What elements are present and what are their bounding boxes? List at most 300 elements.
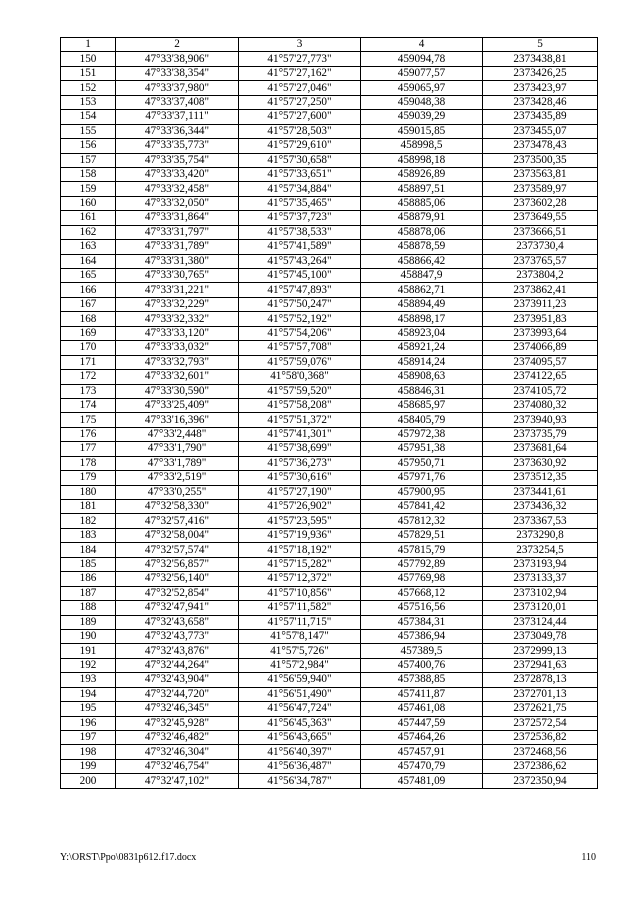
longitude-cell: 41°57'33,651" xyxy=(239,167,361,181)
y-coordinate-cell: 2372701,13 xyxy=(483,687,598,701)
latitude-cell: 47°33'33,420" xyxy=(116,167,239,181)
y-coordinate-cell: 2374122,65 xyxy=(483,370,598,384)
longitude-cell: 41°57'36,273" xyxy=(239,456,361,470)
x-coordinate-cell: 457481,09 xyxy=(361,774,483,788)
x-coordinate-cell: 459015,85 xyxy=(361,124,483,138)
table-row xyxy=(61,615,598,629)
table-row xyxy=(61,543,598,557)
table-row xyxy=(61,716,598,730)
point-number-cell: 171 xyxy=(61,355,116,369)
longitude-cell: 41°57'52,192" xyxy=(239,312,361,326)
y-coordinate-cell: 2372941,63 xyxy=(483,658,598,672)
y-coordinate-cell: 2373765,57 xyxy=(483,254,598,268)
latitude-cell: 47°33'31,221" xyxy=(116,283,239,297)
y-coordinate-cell: 2374105,72 xyxy=(483,384,598,398)
y-coordinate-cell: 2374095,57 xyxy=(483,355,598,369)
x-coordinate-cell: 459077,57 xyxy=(361,66,483,80)
longitude-cell: 41°57'38,699" xyxy=(239,442,361,456)
table-row xyxy=(61,557,598,571)
latitude-cell: 47°32'56,140" xyxy=(116,572,239,586)
latitude-cell: 47°33'36,344" xyxy=(116,124,239,138)
x-coordinate-cell: 458878,06 xyxy=(361,225,483,239)
y-coordinate-cell: 2372468,56 xyxy=(483,745,598,759)
table-row xyxy=(61,240,598,254)
longitude-cell: 41°57'34,884" xyxy=(239,182,361,196)
table-row xyxy=(61,586,598,600)
latitude-cell: 47°32'47,941" xyxy=(116,601,239,615)
table-row xyxy=(61,745,598,759)
y-coordinate-cell: 2373049,78 xyxy=(483,629,598,643)
x-coordinate-cell: 459065,97 xyxy=(361,81,483,95)
y-coordinate-cell: 2373438,81 xyxy=(483,52,598,66)
latitude-cell: 47°32'58,330" xyxy=(116,500,239,514)
table-row xyxy=(61,196,598,210)
longitude-cell: 41°57'28,503" xyxy=(239,124,361,138)
point-number-cell: 181 xyxy=(61,500,116,514)
table-row xyxy=(61,442,598,456)
latitude-cell: 47°33'25,409" xyxy=(116,398,239,412)
x-coordinate-cell: 459048,38 xyxy=(361,95,483,109)
y-coordinate-cell: 2373862,41 xyxy=(483,283,598,297)
point-number-cell: 161 xyxy=(61,211,116,225)
longitude-cell: 41°57'27,190" xyxy=(239,485,361,499)
table-row xyxy=(61,124,598,138)
longitude-cell: 41°56'47,724" xyxy=(239,702,361,716)
x-coordinate-cell: 458847,9 xyxy=(361,269,483,283)
point-number-cell: 191 xyxy=(61,644,116,658)
x-coordinate-cell: 457841,42 xyxy=(361,500,483,514)
x-coordinate-cell: 457461,08 xyxy=(361,702,483,716)
table-row xyxy=(61,528,598,542)
longitude-cell: 41°57'29,610" xyxy=(239,139,361,153)
y-coordinate-cell: 2374080,32 xyxy=(483,398,598,412)
latitude-cell: 47°32'56,857" xyxy=(116,557,239,571)
y-coordinate-cell: 2373367,53 xyxy=(483,514,598,528)
y-coordinate-cell: 2373602,28 xyxy=(483,196,598,210)
longitude-cell: 41°57'59,520" xyxy=(239,384,361,398)
longitude-cell: 41°57'37,723" xyxy=(239,211,361,225)
point-number-cell: 151 xyxy=(61,66,116,80)
x-coordinate-cell: 457971,76 xyxy=(361,471,483,485)
x-coordinate-cell: 458921,24 xyxy=(361,341,483,355)
table-row xyxy=(61,110,598,124)
latitude-cell: 47°33'38,354" xyxy=(116,66,239,80)
y-coordinate-cell: 2373940,93 xyxy=(483,413,598,427)
x-coordinate-cell: 457951,38 xyxy=(361,442,483,456)
x-coordinate-cell: 457516,56 xyxy=(361,601,483,615)
longitude-cell: 41°57'26,902" xyxy=(239,500,361,514)
longitude-cell: 41°57'27,162" xyxy=(239,66,361,80)
latitude-cell: 47°33'32,229" xyxy=(116,297,239,311)
latitude-cell: 47°32'46,304" xyxy=(116,745,239,759)
latitude-cell: 47°32'46,482" xyxy=(116,731,239,745)
y-coordinate-cell: 2373426,25 xyxy=(483,66,598,80)
longitude-cell: 41°57'8,147" xyxy=(239,629,361,643)
y-coordinate-cell: 2373681,64 xyxy=(483,442,598,456)
x-coordinate-cell: 457972,38 xyxy=(361,427,483,441)
longitude-cell: 41°57'43,264" xyxy=(239,254,361,268)
longitude-cell: 41°57'59,076" xyxy=(239,355,361,369)
latitude-cell: 47°33'0,255" xyxy=(116,485,239,499)
table-row xyxy=(61,673,598,687)
table-row xyxy=(61,601,598,615)
table-row xyxy=(61,384,598,398)
latitude-cell: 47°33'31,864" xyxy=(116,211,239,225)
latitude-cell: 47°33'30,590" xyxy=(116,384,239,398)
point-number-cell: 176 xyxy=(61,427,116,441)
y-coordinate-cell: 2373649,55 xyxy=(483,211,598,225)
x-coordinate-cell: 457829,51 xyxy=(361,528,483,542)
y-coordinate-cell: 2374066,89 xyxy=(483,341,598,355)
latitude-cell: 47°33'32,050" xyxy=(116,196,239,210)
longitude-cell: 41°56'40,397" xyxy=(239,745,361,759)
point-number-cell: 190 xyxy=(61,629,116,643)
latitude-cell: 47°33'37,408" xyxy=(116,95,239,109)
y-coordinate-cell: 2373102,94 xyxy=(483,586,598,600)
y-coordinate-cell: 2373911,23 xyxy=(483,297,598,311)
x-coordinate-cell: 458885,06 xyxy=(361,196,483,210)
longitude-cell: 41°57'10,856" xyxy=(239,586,361,600)
column-header-longitude: 3 xyxy=(239,38,361,52)
x-coordinate-cell: 457386,94 xyxy=(361,629,483,643)
table-row xyxy=(61,283,598,297)
point-number-cell: 169 xyxy=(61,326,116,340)
latitude-cell: 47°33'1,790" xyxy=(116,442,239,456)
table-row xyxy=(61,413,598,427)
x-coordinate-cell: 458866,42 xyxy=(361,254,483,268)
longitude-cell: 41°57'58,208" xyxy=(239,398,361,412)
latitude-cell: 47°32'47,102" xyxy=(116,774,239,788)
x-coordinate-cell: 458926,89 xyxy=(361,167,483,181)
point-number-cell: 170 xyxy=(61,341,116,355)
longitude-cell: 41°56'43,665" xyxy=(239,731,361,745)
point-number-cell: 186 xyxy=(61,572,116,586)
table-row xyxy=(61,456,598,470)
y-coordinate-cell: 2373951,83 xyxy=(483,312,598,326)
y-coordinate-cell: 2373630,92 xyxy=(483,456,598,470)
y-coordinate-cell: 2373290,8 xyxy=(483,528,598,542)
point-number-cell: 174 xyxy=(61,398,116,412)
point-number-cell: 163 xyxy=(61,240,116,254)
longitude-cell: 41°57'30,616" xyxy=(239,471,361,485)
y-coordinate-cell: 2372572,54 xyxy=(483,716,598,730)
y-coordinate-cell: 2373120,01 xyxy=(483,601,598,615)
longitude-cell: 41°57'30,658" xyxy=(239,153,361,167)
latitude-cell: 47°33'32,332" xyxy=(116,312,239,326)
latitude-cell: 47°33'35,754" xyxy=(116,153,239,167)
table-row xyxy=(61,500,598,514)
table-header-row xyxy=(61,38,598,52)
point-number-cell: 173 xyxy=(61,384,116,398)
table-row xyxy=(61,370,598,384)
column-header-number: 1 xyxy=(61,38,116,52)
longitude-cell: 41°56'36,487" xyxy=(239,759,361,773)
latitude-cell: 47°33'33,032" xyxy=(116,341,239,355)
x-coordinate-cell: 459094,78 xyxy=(361,52,483,66)
latitude-cell: 47°33'2,519" xyxy=(116,471,239,485)
x-coordinate-cell: 457388,85 xyxy=(361,673,483,687)
point-number-cell: 179 xyxy=(61,471,116,485)
latitude-cell: 47°33'35,773" xyxy=(116,139,239,153)
column-header-latitude: 2 xyxy=(116,38,239,52)
y-coordinate-cell: 2373455,07 xyxy=(483,124,598,138)
latitude-cell: 47°33'33,120" xyxy=(116,326,239,340)
table-row xyxy=(61,269,598,283)
x-coordinate-cell: 458878,59 xyxy=(361,240,483,254)
latitude-cell: 47°32'57,574" xyxy=(116,543,239,557)
y-coordinate-cell: 2373735,79 xyxy=(483,427,598,441)
table-row xyxy=(61,297,598,311)
latitude-cell: 47°33'32,793" xyxy=(116,355,239,369)
latitude-cell: 47°32'52,854" xyxy=(116,586,239,600)
longitude-cell: 41°57'15,282" xyxy=(239,557,361,571)
table-row xyxy=(61,514,598,528)
point-number-cell: 158 xyxy=(61,167,116,181)
latitude-cell: 47°33'30,765" xyxy=(116,269,239,283)
y-coordinate-cell: 2373666,51 xyxy=(483,225,598,239)
x-coordinate-cell: 457457,91 xyxy=(361,745,483,759)
table-row xyxy=(61,139,598,153)
latitude-cell: 47°33'2,448" xyxy=(116,427,239,441)
x-coordinate-cell: 458846,31 xyxy=(361,384,483,398)
longitude-cell: 41°57'27,600" xyxy=(239,110,361,124)
latitude-cell: 47°32'44,264" xyxy=(116,658,239,672)
x-coordinate-cell: 457400,76 xyxy=(361,658,483,672)
longitude-cell: 41°57'57,708" xyxy=(239,341,361,355)
point-number-cell: 156 xyxy=(61,139,116,153)
y-coordinate-cell: 2373254,5 xyxy=(483,543,598,557)
x-coordinate-cell: 457792,89 xyxy=(361,557,483,571)
table-row xyxy=(61,731,598,745)
y-coordinate-cell: 2372386,62 xyxy=(483,759,598,773)
point-number-cell: 200 xyxy=(61,774,116,788)
x-coordinate-cell: 457447,59 xyxy=(361,716,483,730)
y-coordinate-cell: 2373124,44 xyxy=(483,615,598,629)
longitude-cell: 41°57'2,984" xyxy=(239,658,361,672)
x-coordinate-cell: 457411,87 xyxy=(361,687,483,701)
longitude-cell: 41°56'51,490" xyxy=(239,687,361,701)
y-coordinate-cell: 2372621,75 xyxy=(483,702,598,716)
table-row xyxy=(61,572,598,586)
footer-file-path: Y:\ORST\Ppo\0831p612.f17.docx xyxy=(60,852,197,863)
table-row xyxy=(61,52,598,66)
table-row xyxy=(61,211,598,225)
point-number-cell: 188 xyxy=(61,601,116,615)
point-number-cell: 155 xyxy=(61,124,116,138)
table-row xyxy=(61,326,598,340)
x-coordinate-cell: 458405,79 xyxy=(361,413,483,427)
point-number-cell: 189 xyxy=(61,615,116,629)
x-coordinate-cell: 459039,29 xyxy=(361,110,483,124)
longitude-cell: 41°57'27,046" xyxy=(239,81,361,95)
table-row xyxy=(61,254,598,268)
table-row xyxy=(61,687,598,701)
coordinates-table xyxy=(60,37,598,789)
y-coordinate-cell: 2372536,82 xyxy=(483,731,598,745)
longitude-cell: 41°57'54,206" xyxy=(239,326,361,340)
x-coordinate-cell: 457950,71 xyxy=(361,456,483,470)
longitude-cell: 41°57'11,715" xyxy=(239,615,361,629)
latitude-cell: 47°32'43,658" xyxy=(116,615,239,629)
x-coordinate-cell: 458998,18 xyxy=(361,153,483,167)
latitude-cell: 47°33'37,980" xyxy=(116,81,239,95)
x-coordinate-cell: 458914,24 xyxy=(361,355,483,369)
point-number-cell: 182 xyxy=(61,514,116,528)
x-coordinate-cell: 457464,26 xyxy=(361,731,483,745)
point-number-cell: 159 xyxy=(61,182,116,196)
latitude-cell: 47°33'31,797" xyxy=(116,225,239,239)
y-coordinate-cell: 2373133,37 xyxy=(483,572,598,586)
x-coordinate-cell: 457470,79 xyxy=(361,759,483,773)
table-row xyxy=(61,167,598,181)
x-coordinate-cell: 458923,04 xyxy=(361,326,483,340)
point-number-cell: 192 xyxy=(61,658,116,672)
table-row xyxy=(61,471,598,485)
latitude-cell: 47°32'57,416" xyxy=(116,514,239,528)
longitude-cell: 41°56'34,787" xyxy=(239,774,361,788)
table-row xyxy=(61,658,598,672)
point-number-cell: 157 xyxy=(61,153,116,167)
latitude-cell: 47°33'16,396" xyxy=(116,413,239,427)
x-coordinate-cell: 458898,17 xyxy=(361,312,483,326)
latitude-cell: 47°33'37,111" xyxy=(116,110,239,124)
table-row xyxy=(61,644,598,658)
point-number-cell: 195 xyxy=(61,702,116,716)
longitude-cell: 41°57'41,301" xyxy=(239,427,361,441)
latitude-cell: 47°32'46,345" xyxy=(116,702,239,716)
point-number-cell: 165 xyxy=(61,269,116,283)
y-coordinate-cell: 2372878,13 xyxy=(483,673,598,687)
y-coordinate-cell: 2373428,46 xyxy=(483,95,598,109)
point-number-cell: 197 xyxy=(61,731,116,745)
table-row xyxy=(61,485,598,499)
table-row xyxy=(61,81,598,95)
y-coordinate-cell: 2373435,89 xyxy=(483,110,598,124)
longitude-cell: 41°57'45,100" xyxy=(239,269,361,283)
y-coordinate-cell: 2373423,97 xyxy=(483,81,598,95)
longitude-cell: 41°57'11,582" xyxy=(239,601,361,615)
y-coordinate-cell: 2373512,35 xyxy=(483,471,598,485)
table-row xyxy=(61,629,598,643)
latitude-cell: 47°32'43,773" xyxy=(116,629,239,643)
point-number-cell: 196 xyxy=(61,716,116,730)
x-coordinate-cell: 457384,31 xyxy=(361,615,483,629)
table-row xyxy=(61,759,598,773)
latitude-cell: 47°32'44,720" xyxy=(116,687,239,701)
point-number-cell: 199 xyxy=(61,759,116,773)
point-number-cell: 160 xyxy=(61,196,116,210)
y-coordinate-cell: 2372350,94 xyxy=(483,774,598,788)
point-number-cell: 154 xyxy=(61,110,116,124)
latitude-cell: 47°32'58,004" xyxy=(116,528,239,542)
y-coordinate-cell: 2373589,97 xyxy=(483,182,598,196)
point-number-cell: 150 xyxy=(61,52,116,66)
y-coordinate-cell: 2373730,4 xyxy=(483,240,598,254)
point-number-cell: 153 xyxy=(61,95,116,109)
x-coordinate-cell: 457812,32 xyxy=(361,514,483,528)
longitude-cell: 41°57'12,372" xyxy=(239,572,361,586)
column-header-x: 4 xyxy=(361,38,483,52)
y-coordinate-cell: 2372999,13 xyxy=(483,644,598,658)
y-coordinate-cell: 2373436,32 xyxy=(483,500,598,514)
latitude-cell: 47°32'46,754" xyxy=(116,759,239,773)
x-coordinate-cell: 458908,63 xyxy=(361,370,483,384)
x-coordinate-cell: 457668,12 xyxy=(361,586,483,600)
longitude-cell: 41°57'27,773" xyxy=(239,52,361,66)
y-coordinate-cell: 2373563,81 xyxy=(483,167,598,181)
point-number-cell: 152 xyxy=(61,81,116,95)
longitude-cell: 41°57'18,192" xyxy=(239,543,361,557)
page-number: 110 xyxy=(581,852,596,863)
longitude-cell: 41°58'0,368" xyxy=(239,370,361,384)
x-coordinate-cell: 458894,49 xyxy=(361,297,483,311)
longitude-cell: 41°57'51,372" xyxy=(239,413,361,427)
latitude-cell: 47°33'31,789" xyxy=(116,240,239,254)
x-coordinate-cell: 457389,5 xyxy=(361,644,483,658)
point-number-cell: 193 xyxy=(61,673,116,687)
longitude-cell: 41°57'35,465" xyxy=(239,196,361,210)
x-coordinate-cell: 458879,91 xyxy=(361,211,483,225)
point-number-cell: 177 xyxy=(61,442,116,456)
table-row xyxy=(61,702,598,716)
longitude-cell: 41°57'23,595" xyxy=(239,514,361,528)
latitude-cell: 47°33'32,458" xyxy=(116,182,239,196)
table-row xyxy=(61,774,598,788)
latitude-cell: 47°33'38,906" xyxy=(116,52,239,66)
table-row xyxy=(61,182,598,196)
point-number-cell: 175 xyxy=(61,413,116,427)
point-number-cell: 166 xyxy=(61,283,116,297)
table-row xyxy=(61,66,598,80)
point-number-cell: 194 xyxy=(61,687,116,701)
latitude-cell: 47°32'45,928" xyxy=(116,716,239,730)
point-number-cell: 164 xyxy=(61,254,116,268)
point-number-cell: 178 xyxy=(61,456,116,470)
x-coordinate-cell: 457769,98 xyxy=(361,572,483,586)
table-row xyxy=(61,95,598,109)
y-coordinate-cell: 2373478,43 xyxy=(483,139,598,153)
point-number-cell: 162 xyxy=(61,225,116,239)
x-coordinate-cell: 457815,79 xyxy=(361,543,483,557)
y-coordinate-cell: 2373993,64 xyxy=(483,326,598,340)
latitude-cell: 47°33'1,789" xyxy=(116,456,239,470)
x-coordinate-cell: 458862,71 xyxy=(361,283,483,297)
longitude-cell: 41°57'27,250" xyxy=(239,95,361,109)
latitude-cell: 47°33'32,601" xyxy=(116,370,239,384)
longitude-cell: 41°57'19,936" xyxy=(239,528,361,542)
point-number-cell: 183 xyxy=(61,528,116,542)
longitude-cell: 41°57'5,726" xyxy=(239,644,361,658)
longitude-cell: 41°57'38,533" xyxy=(239,225,361,239)
longitude-cell: 41°57'47,893" xyxy=(239,283,361,297)
longitude-cell: 41°57'50,247" xyxy=(239,297,361,311)
x-coordinate-cell: 458897,51 xyxy=(361,182,483,196)
point-number-cell: 185 xyxy=(61,557,116,571)
point-number-cell: 167 xyxy=(61,297,116,311)
y-coordinate-cell: 2373193,94 xyxy=(483,557,598,571)
point-number-cell: 180 xyxy=(61,485,116,499)
longitude-cell: 41°57'41,589" xyxy=(239,240,361,254)
table-body xyxy=(61,52,598,788)
point-number-cell: 198 xyxy=(61,745,116,759)
longitude-cell: 41°56'45,363" xyxy=(239,716,361,730)
table-row xyxy=(61,225,598,239)
table-row xyxy=(61,427,598,441)
y-coordinate-cell: 2373500,35 xyxy=(483,153,598,167)
table-row xyxy=(61,153,598,167)
x-coordinate-cell: 458685,97 xyxy=(361,398,483,412)
point-number-cell: 172 xyxy=(61,370,116,384)
